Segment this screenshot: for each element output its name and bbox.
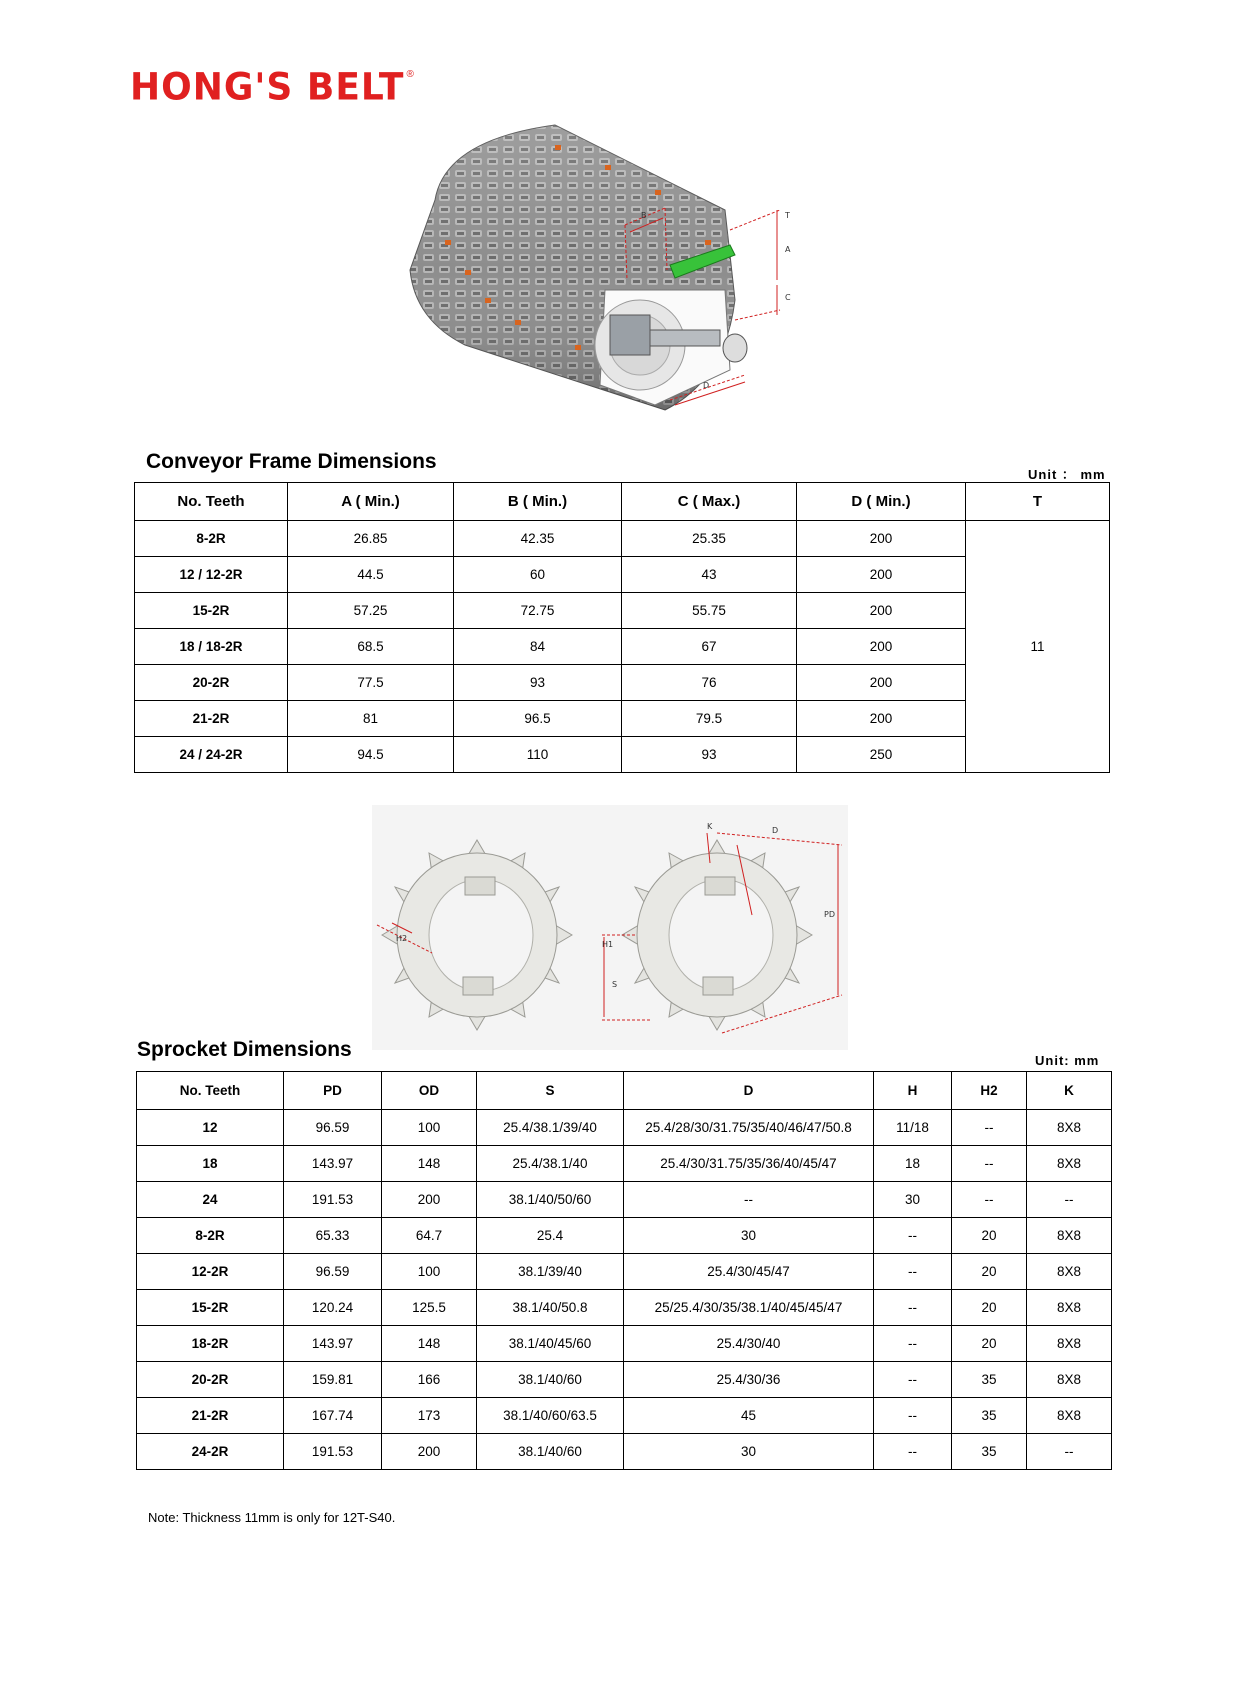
table-cell: 43 [622,557,797,593]
row-header: 12 [137,1110,284,1146]
table-row [137,1290,1112,1326]
row-header: 8-2R [137,1218,284,1254]
table-cell: 110 [454,737,622,773]
table-row [137,1434,1112,1470]
svg-text:D: D [772,826,779,835]
table-cell: 25.4/28/30/31.75/35/40/46/47/50.8 [624,1110,874,1146]
table-cell: 30 [874,1182,952,1218]
column-header: H2 [952,1072,1027,1110]
svg-text:C: C [785,293,791,302]
column-header: D [624,1072,874,1110]
table-cell: 100 [382,1110,477,1146]
table-cell: -- [952,1110,1027,1146]
table-cell: -- [1027,1182,1112,1218]
svg-text:PD: PD [824,910,835,919]
table-cell: 76 [622,665,797,701]
brand-logo-text: HONG'S BELT [130,65,405,109]
sprocket-unit-label: Unit: mm [1035,1053,1100,1068]
svg-text:H2: H2 [396,934,408,943]
row-header: 15-2R [137,1290,284,1326]
table-cell: 8X8 [1027,1254,1112,1290]
table-cell: 67 [622,629,797,665]
table-cell: 25.4 [477,1218,624,1254]
table-cell: 68.5 [288,629,454,665]
table-cell: 44.5 [288,557,454,593]
table-cell: 148 [382,1326,477,1362]
table-cell: 35 [952,1434,1027,1470]
table-row [137,1326,1112,1362]
column-header: PD [284,1072,382,1110]
table-cell: 20 [952,1218,1027,1254]
table-cell: 30 [624,1218,874,1254]
sprocket-figure [372,805,848,1050]
table-cell: 38.1/40/60/63.5 [477,1398,624,1434]
table-row [135,593,1110,629]
column-header: S [477,1072,624,1110]
row-header: 8-2R [135,521,288,557]
column-header: No. Teeth [137,1072,284,1110]
row-header: 24-2R [137,1434,284,1470]
table-cell: 100 [382,1254,477,1290]
table-cell: 96.5 [454,701,622,737]
table-cell: 20 [952,1290,1027,1326]
table-cell: 81 [288,701,454,737]
table-cell: 96.59 [284,1110,382,1146]
table-row [137,1254,1112,1290]
table-cell: 35 [952,1398,1027,1434]
sprocket-section-title: Sprocket Dimensions [137,1038,352,1061]
table-cell: 200 [797,593,966,629]
svg-text:T: T [785,211,790,220]
table-cell: 72.75 [454,593,622,629]
table-cell: -- [952,1182,1027,1218]
table-cell: 8X8 [1027,1110,1112,1146]
table-cell: 200 [797,557,966,593]
table-cell: 38.1/40/60 [477,1362,624,1398]
table-cell: 94.5 [288,737,454,773]
table-cell: 8X8 [1027,1146,1112,1182]
table-cell: 18 [874,1146,952,1182]
table-row [135,701,1110,737]
table-cell: 25.4/38.1/39/40 [477,1110,624,1146]
table-cell: -- [874,1434,952,1470]
table-cell: 25.35 [622,521,797,557]
table-cell: 8X8 [1027,1398,1112,1434]
table-cell: 159.81 [284,1362,382,1398]
table-cell: -- [874,1398,952,1434]
footnote: Note: Thickness 11mm is only for 12T-S40. [148,1510,396,1525]
table-cell: 8X8 [1027,1290,1112,1326]
row-header: 12 / 12-2R [135,557,288,593]
table-cell: -- [874,1362,952,1398]
table-cell: 25.4/30/36 [624,1362,874,1398]
row-header: 15-2R [135,593,288,629]
table-cell: 200 [382,1434,477,1470]
column-header: A ( Min.) [288,483,454,521]
table-cell: 200 [797,701,966,737]
table-cell: 93 [454,665,622,701]
row-header: 24 [137,1182,284,1218]
table-cell: 30 [624,1434,874,1470]
table-cell: 8X8 [1027,1326,1112,1362]
table-cell: 26.85 [288,521,454,557]
table-cell: -- [952,1146,1027,1182]
table-cell: 200 [382,1182,477,1218]
row-header: 20-2R [135,665,288,701]
frame-unit-label: Unit ： mm [1028,467,1106,482]
table-row [137,1362,1112,1398]
table-cell: -- [874,1290,952,1326]
table-cell: 64.7 [382,1218,477,1254]
table-cell: 200 [797,629,966,665]
row-header: 21-2R [135,701,288,737]
table-cell: 38.1/40/50/60 [477,1182,624,1218]
table-row [137,1182,1112,1218]
svg-text:B: B [641,211,647,220]
table-cell: 55.75 [622,593,797,629]
table-cell: 35 [952,1362,1027,1398]
column-header: C ( Max.) [622,483,797,521]
table-cell: 191.53 [284,1434,382,1470]
row-header: 21-2R [137,1398,284,1434]
table-cell: 38.1/40/60 [477,1434,624,1470]
table-cell: 77.5 [288,665,454,701]
table-cell: 25.4/30/45/47 [624,1254,874,1290]
svg-text:K: K [707,822,713,831]
column-header: T [966,483,1110,521]
table-cell: 8X8 [1027,1362,1112,1398]
table-cell: 42.35 [454,521,622,557]
table-row [135,737,1110,773]
frame-section-title: Conveyor Frame Dimensions [146,450,437,473]
frame-dimensions-table [134,482,1110,773]
table-cell: 8X8 [1027,1218,1112,1254]
table-cell: -- [874,1254,952,1290]
table-cell: 200 [797,665,966,701]
table-row [135,557,1110,593]
column-header: B ( Min.) [454,483,622,521]
brand-logo [130,65,414,109]
row-header: 18-2R [137,1326,284,1362]
table-cell: 45 [624,1398,874,1434]
table-row [137,1218,1112,1254]
svg-text:H1: H1 [602,940,614,949]
svg-text:A: A [785,245,791,254]
table-cell: 120.24 [284,1290,382,1326]
table-cell: 11/18 [874,1110,952,1146]
table-cell: -- [874,1218,952,1254]
table-cell: 65.33 [284,1218,382,1254]
table-cell: 20 [952,1254,1027,1290]
table-row [135,665,1110,701]
table-cell: 20 [952,1326,1027,1362]
table-cell: 38.1/40/45/60 [477,1326,624,1362]
table-cell: 125.5 [382,1290,477,1326]
table-cell: 143.97 [284,1326,382,1362]
column-header: No. Teeth [135,483,288,521]
table-cell: 38.1/39/40 [477,1254,624,1290]
table-cell: 25/25.4/30/35/38.1/40/45/45/47 [624,1290,874,1326]
column-header: H [874,1072,952,1110]
table-cell: 191.53 [284,1182,382,1218]
table-cell: -- [874,1326,952,1362]
registered-mark: ® [406,69,414,80]
table-cell: 166 [382,1362,477,1398]
table-cell: 25.4/38.1/40 [477,1146,624,1182]
table-row [137,1398,1112,1434]
table-row [137,1146,1112,1182]
table-cell: 25.4/30/31.75/35/36/40/45/47 [624,1146,874,1182]
table-row [135,521,1110,557]
table-cell: 60 [454,557,622,593]
table-row [135,629,1110,665]
table-cell: 200 [797,521,966,557]
table-cell: 143.97 [284,1146,382,1182]
column-header: OD [382,1072,477,1110]
svg-text:S: S [612,980,618,989]
row-header: 20-2R [137,1362,284,1398]
table-cell: 38.1/40/50.8 [477,1290,624,1326]
table-cell: 173 [382,1398,477,1434]
table-cell: 167.74 [284,1398,382,1434]
sprocket-dimensions-table [136,1071,1112,1470]
t-value-cell: 11 [966,521,1110,773]
table-cell: 148 [382,1146,477,1182]
table-cell: 25.4/30/40 [624,1326,874,1362]
table-cell: -- [1027,1434,1112,1470]
table-cell: 84 [454,629,622,665]
table-cell: 79.5 [622,701,797,737]
row-header: 12-2R [137,1254,284,1290]
belt-figure [405,120,825,450]
row-header: 24 / 24-2R [135,737,288,773]
svg-text:D: D [703,381,710,390]
column-header: K [1027,1072,1112,1110]
table-cell: 96.59 [284,1254,382,1290]
table-cell: -- [624,1182,874,1218]
table-cell: 250 [797,737,966,773]
table-row [137,1110,1112,1146]
table-cell: 93 [622,737,797,773]
row-header: 18 [137,1146,284,1182]
row-header: 18 / 18-2R [135,629,288,665]
table-cell: 57.25 [288,593,454,629]
column-header: D ( Min.) [797,483,966,521]
